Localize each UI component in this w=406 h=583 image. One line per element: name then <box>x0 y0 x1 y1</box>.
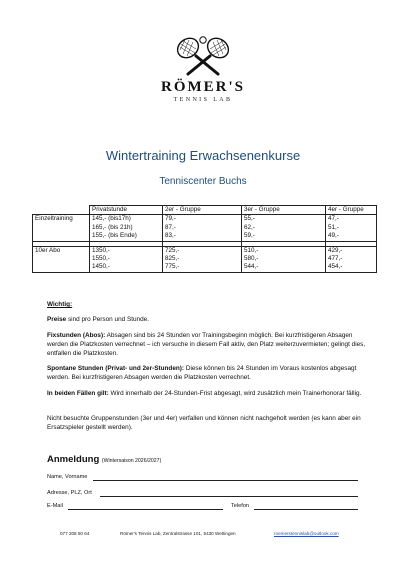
table-cell: 55,- 62,- 59,- <box>242 215 326 241</box>
page-title: Wintertraining Erwachsenenkurse <box>105 148 301 163</box>
table-header-cell: 2er - Gruppe <box>163 206 242 215</box>
registration-season: (Wintersaison 2026/2027) <box>101 458 162 464</box>
table-header-row <box>33 206 377 215</box>
table-cell: 145,- (bis17h) 165,- (bis 21h) 155,- (bis Ende) <box>90 215 163 241</box>
row-label: Einzeltraining <box>33 215 90 241</box>
table-row <box>33 215 377 241</box>
footer-address: Römer's Tennis Lab, Zentralstrasse 101, 5430 Wettingen <box>120 531 236 536</box>
address-field[interactable] <box>100 496 358 497</box>
phone-field-label: Telefon <box>231 503 250 509</box>
brand-subtitle: TENNIS LAB <box>173 97 233 103</box>
address-field-label: Adresse, PLZ, Ort <box>47 490 92 496</box>
table-cell: 79,- 87,- 83,- <box>163 215 242 241</box>
phone-field[interactable] <box>254 509 358 510</box>
both-cases-note: In beiden Fällen gilt: Wird innerhalb der 24-Stunden-Frist abgesagt, wird zusätzlich mein Trainerhonorar fällig. <box>47 390 362 397</box>
table-header-cell: 4er - Gruppe <box>326 206 377 215</box>
group-hours-note: Nicht besuchte Gruppenstunden (3er und 4er) verfallen und können nicht nachgeholt werden (es kann aber ein Ersatzspieler gestellt werden). <box>47 415 361 431</box>
name-field[interactable] <box>93 480 358 481</box>
registration-title: Anmeldung (Wintersaison 2026/2027) <box>47 454 162 465</box>
name-field-label: Name, Vorname <box>47 474 88 480</box>
table-header-cell: Privatstunde <box>90 206 163 215</box>
table-header-cell <box>33 206 90 215</box>
email-field[interactable] <box>68 509 223 510</box>
spontaneous-hours-note: Spontane Stunden (Privat- und 2er-Stunden): Diese können bis 24 Stunden im Voraus kostenlos abgesagt werden. Bei kurzfristigeren Absagen werden die Platzkosten verrechnet. <box>47 365 357 381</box>
email-field-label: E-Mail <box>47 503 63 509</box>
table-header-cell: 3er - Gruppe <box>242 206 326 215</box>
page-subtitle: Tenniscenter Buchs <box>159 176 247 187</box>
prices-note: Preise sind pro Person und Stunde. <box>47 316 149 323</box>
brand-name: RÖMER'S <box>160 79 245 95</box>
fixed-hours-note: Fixstunden (Abos): Absagen sind bis 24 Stunden vor Trainingsbeginn möglich. Bei kurzfristigeren Absagen werden die Platzkosten verrechnet – ich versuche in diesem Fall aktiv, den Platz weiterzuvermieten; gelingt dies, entfallen die Platzkosten. <box>47 332 366 357</box>
row-label: 10er Abo <box>33 246 90 272</box>
price-table <box>32 205 377 273</box>
table-cell: 725,- 825,- 775,- <box>163 246 242 272</box>
table-row <box>33 246 377 272</box>
table-cell: 510,- 580,- 544,- <box>242 246 326 272</box>
important-heading: Wichtig: <box>47 301 73 308</box>
footer-phone: 077 208 50 64 <box>60 531 90 536</box>
footer-email-link[interactable]: roemerstennislab@outlook.com <box>274 531 339 536</box>
table-cell: 429,- 477,- 454,- <box>326 246 377 272</box>
crossed-tennis-rackets-icon <box>168 34 238 78</box>
table-cell: 1350,- 1550,- 1450,- <box>90 246 163 272</box>
table-cell: 47,- 51,- 49,- <box>326 215 377 241</box>
